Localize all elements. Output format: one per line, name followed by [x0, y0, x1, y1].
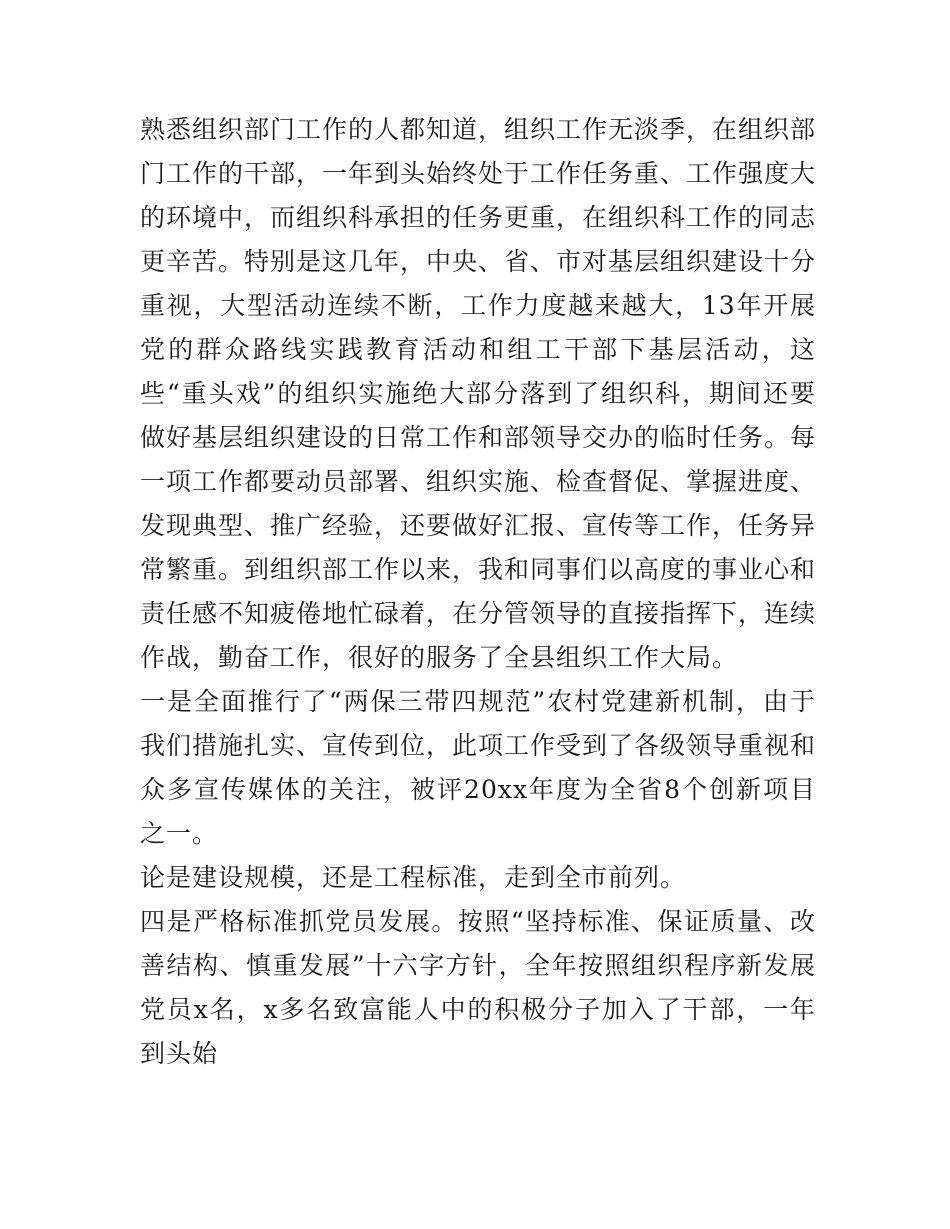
paragraph-intro: 熟悉组织部门工作的人都知道，组织工作无淡季，在组织部门工作的干部，一年到头始终处于工作任务重、工作强度大的环境中，而组织科承担的任务更重，在组织科工作的同志更辛苦。特别是这几年，中央、省、市对基层组织建设十分重视，大型活动连续不断，工作力度越来越大，13年开展党的群众路线实践教育活动和组工干部下基层活动，这些“重头戏”的组织实施绝大部分落到了组织科，期间还要做好基层组织建设的日常工作和部领导交办的临时任务。每一项工作都要动员部署、组织实施、检查督促、掌握进度、发现典型、推广经验，还要做好汇报、宣传等工作，任务异常繁重。到组织部工作以来，我和同事们以高度的事业心和责任感不知疲倦地忙碌着，在分管领导的直接指挥下，连续作战，勤奋工作，很好的服务了全县组织工作大局。: [140, 115, 817, 672]
paragraph-item-four: 四是严格标准抓党员发展。按照“坚持标准、保证质量、改善结构、慎重发展”十六字方针，全年按照组织程序新发展党员x名，x多名致富能人中的积极分子加入了干部，一年到头始: [140, 907, 816, 1068]
document-body: [140, 108, 816, 1076]
paragraph-fragment: 论是建设规模，还是工程标准，走到全市前列。: [140, 863, 687, 892]
paragraph-item-one: 一是全面推行了“两保三带四规范”农村党建新机制，由于我们措施扎实、宣传到位，此项工作受到了各级领导重视和众多宣传媒体的关注，被评20xx年度为全省8个创新项目之一。: [140, 687, 817, 848]
